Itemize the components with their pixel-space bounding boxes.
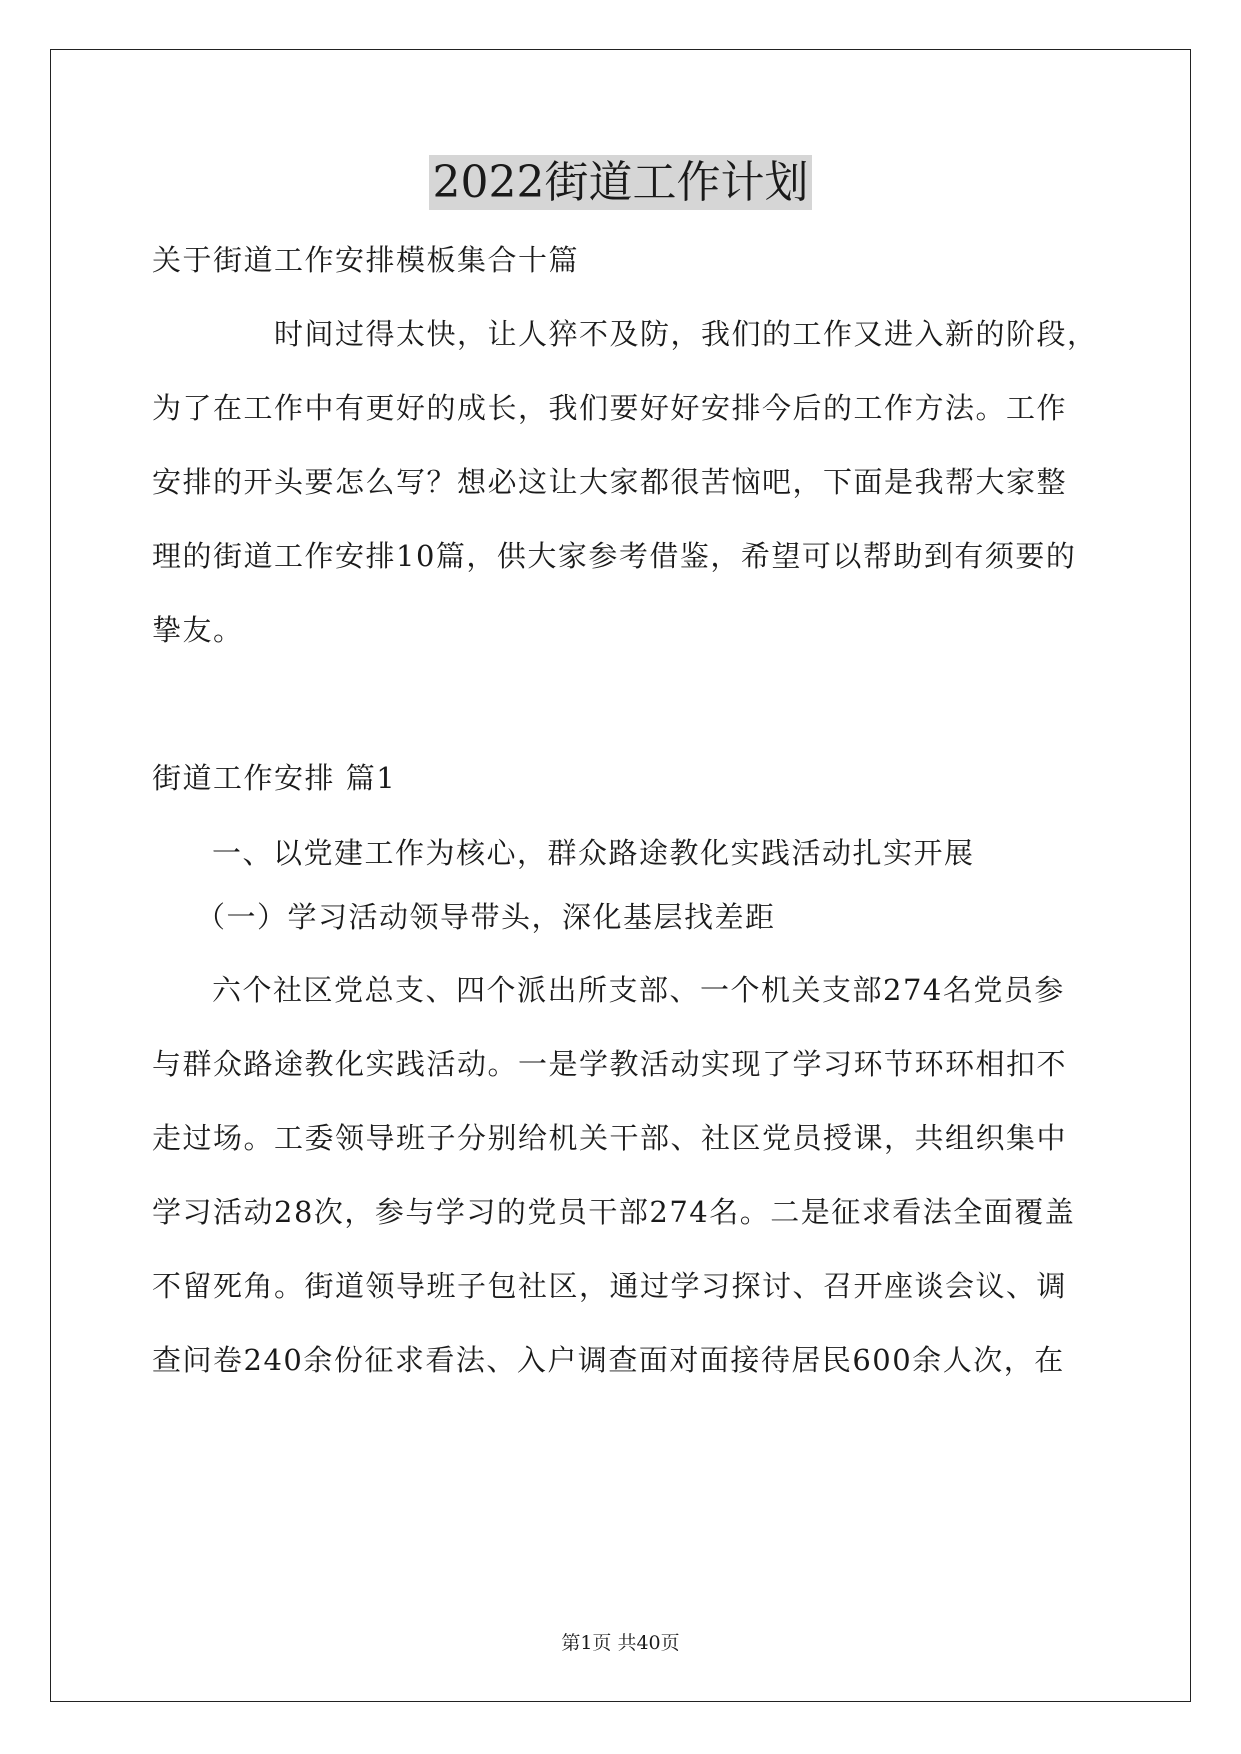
section-heading: 街道工作安排 篇1: [152, 761, 397, 795]
document-subtitle: 关于街道工作安排模板集合十篇: [152, 243, 580, 277]
heading-level-1: 一、以党建工作为核心，群众路途教化实践活动扎实开展: [212, 836, 975, 870]
body-line: 与群众路途教化实践活动。一是学教活动实现了学习环节环环相扣不: [152, 1047, 1068, 1081]
intro-line: 安排的开头要怎么写？想必这让大家都很苦恼吧，下面是我帮大家整: [152, 465, 1068, 499]
intro-line: 为了在工作中有更好的成长，我们要好好安排今后的工作方法。工作: [152, 391, 1068, 425]
intro-line: 时间过得太快，让人猝不及防，我们的工作又进入新的阶段，: [274, 317, 1098, 351]
document-title: [0, 155, 1241, 211]
body-line: 不留死角。街道领导班子包社区，通过学习探讨、召开座谈会议、调: [152, 1269, 1068, 1303]
page-number-footer: 第1页 共40页: [561, 1632, 680, 1654]
body-line: 走过场。工委领导班子分别给机关干部、社区党员授课，共组织集中: [152, 1121, 1068, 1155]
body-line: 学习活动28次，参与学习的党员干部274名。二是征求看法全面覆盖: [152, 1195, 1076, 1229]
body-line: 六个社区党总支、四个派出所支部、一个机关支部274名党员参: [212, 973, 1065, 1007]
document-title-text: 2022街道工作计划: [429, 155, 813, 210]
body-line: 查问卷240余份征求看法、入户调查面对面接待居民600余人次，在: [152, 1343, 1065, 1377]
intro-line: 挚友。: [152, 613, 244, 647]
intro-line: 理的街道工作安排10篇，供大家参考借鉴，希望可以帮助到有须要的: [152, 539, 1077, 573]
heading-level-2: （一）学习活动领导带头，深化基层找差距: [196, 900, 776, 934]
page-border: [50, 49, 1191, 1702]
